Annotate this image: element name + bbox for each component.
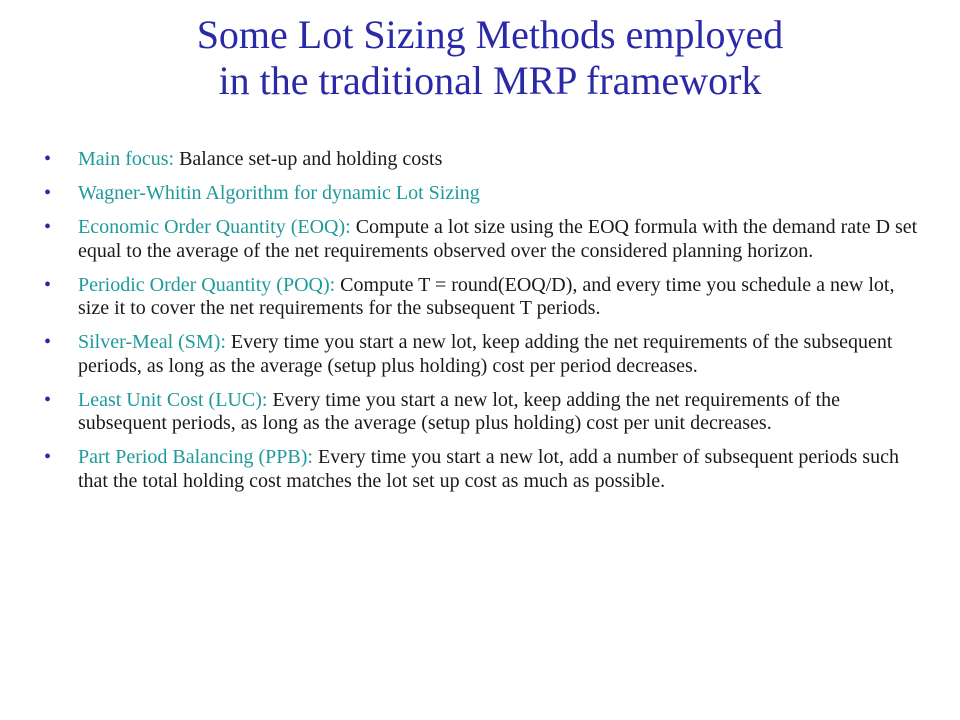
bullet-term: Wagner-Whitin Algorithm for dynamic Lot Sizing [78, 182, 480, 204]
bullet-term: Periodic Order Quantity (POQ): [78, 273, 336, 296]
bullet-wagner-whitin [44, 182, 924, 206]
bullet-dot-icon: • [44, 331, 52, 353]
bullet-term: Main focus: [78, 148, 175, 170]
bullet-dot-icon: • [44, 182, 52, 204]
bullet-eoq [44, 216, 924, 263]
bullet-main-focus [44, 148, 924, 172]
bullet-term: Least Unit Cost (LUC): [78, 388, 268, 411]
bullet-poq [44, 274, 924, 321]
bullet-text: Compute a lot size using the EOQ formula with the demand rate D set equal to the average of the net requirements observed over the considered planning horizon. [78, 216, 918, 262]
bullet-dot-icon: • [44, 388, 52, 411]
slide-title [0, 12, 960, 104]
bullet-term: Part Period Balancing (PPB): [78, 446, 313, 468]
bullet-term: Silver-Meal (SM): [78, 331, 226, 353]
bullet-term: Economic Order Quantity (EOQ): [78, 216, 351, 238]
bullet-dot-icon: • [44, 216, 52, 238]
bullet-luc [44, 389, 924, 436]
bullet-dot-icon: • [44, 148, 52, 170]
bullet-silver-meal [44, 331, 924, 378]
bullet-dot-icon: • [44, 446, 52, 468]
bullet-list [44, 148, 924, 504]
bullet-text: Every time you start a new lot, keep adding the net requirements of the subsequent periods, as long as the average (setup plus holding) cost per period decreases. [78, 331, 893, 377]
slide-title-line-2: in the traditional MRP framework [218, 58, 762, 103]
bullet-text: Every time you start a new lot, keep adding the net requirements of the subsequent periods, as long as the average (setup plus holding) cost per unit decreases. [78, 388, 841, 434]
bullet-text: Balance set-up and holding costs [174, 148, 443, 170]
bullet-text: Every time you start a new lot, add a number of subsequent periods such that the total holding cost matches the lot set up cost as much as possible. [78, 446, 899, 492]
bullet-dot-icon: • [44, 273, 52, 296]
bullet-text: Compute T = round(EOQ/D), and every time you schedule a new lot, size it to cover the net requirements for the subsequent T periods. [78, 273, 895, 319]
slide-title-line-1: Some Lot Sizing Methods employed [196, 12, 784, 57]
bullet-ppb [44, 446, 924, 493]
